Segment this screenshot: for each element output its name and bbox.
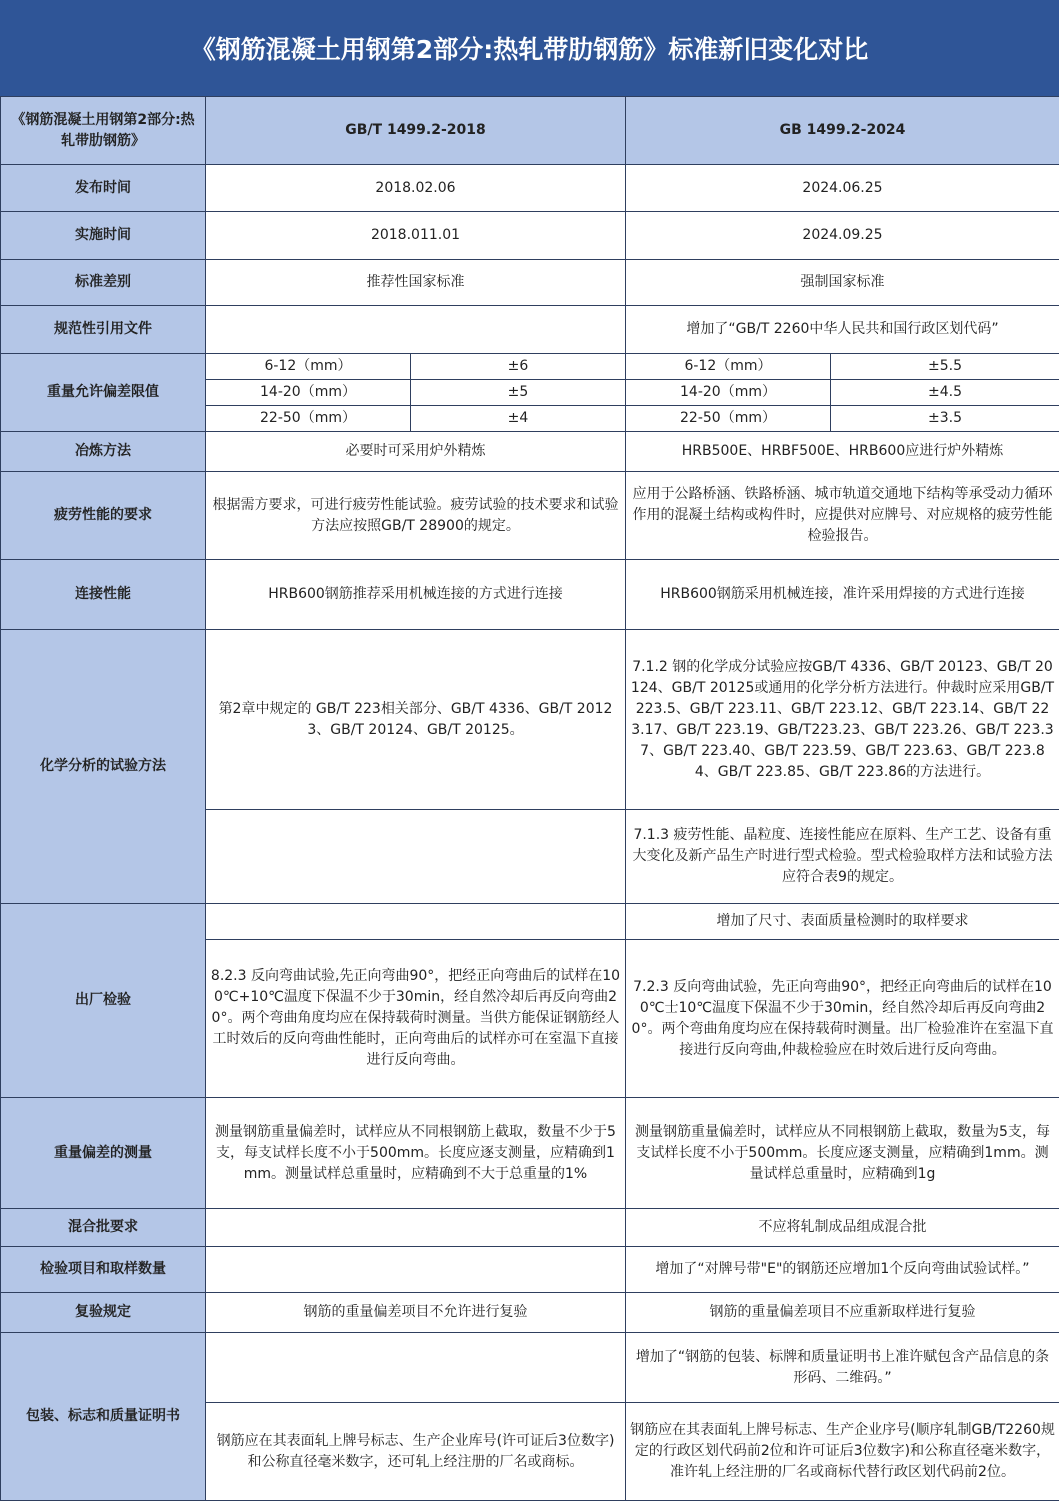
- weight-tol-old-value: ±5: [411, 380, 626, 406]
- refs-old: [206, 306, 626, 354]
- table-row: [1, 306, 1059, 354]
- weight-tol-old-size: 6-12（mm）: [206, 354, 411, 380]
- diff-new: 强制国家标准: [626, 260, 1059, 306]
- table-row: [1, 212, 1059, 260]
- connect-new: HRB600钢筋采用机械连接，准许采用焊接的方式进行连接: [626, 560, 1059, 630]
- header-new-standard: GB 1499.2-2024: [626, 97, 1059, 165]
- factory-new-1: 增加了尺寸、表面质量检测时的取样要求: [626, 904, 1059, 940]
- chem-new-712: 7.1.2 钢的化学成分试验应按GB/T 4336、GB/T 20123、GB/T 20124、GB/T 20125或通用的化学分析方法进行。仲裁时应采用GB/T 223.5、GB/T 223.11、GB/T 223.12、GB/T 223.14、GB/T 223.17、GB/T 223.19、GB/T223.23、GB/T 223.26、GB/T 223.37、GB/T 223.40、GB/T 223.59、GB/T 223.63、GB/T 223.84、GB/T 223.85、GB/T 223.86的方法进行。: [626, 630, 1059, 810]
- inspection-old: [206, 1247, 626, 1293]
- row-label-implement: 实施时间: [1, 212, 206, 260]
- weight-tol-new-size: 6-12（mm）: [626, 354, 831, 380]
- packaging-new-2: 钢筋应在其表面轧上牌号标志、生产企业序号(顺序轧制GB/T2260规定的行政区划代码前2位和许可证后3位数字)和公称直径毫米数字，准许轧上经注册的厂名或商标代替行政区划代码前2位。: [626, 1403, 1059, 1501]
- weight-tol-old-value: ±6: [411, 354, 626, 380]
- chem-new-713: 7.1.3 疲劳性能、晶粒度、连接性能应在原料、生产工艺、设备有重大变化及新产品生产时进行型式检验。型式检验取样方法和试验方法应符合表9的规定。: [626, 810, 1059, 904]
- publish-old: 2018.02.06: [206, 165, 626, 212]
- row-label-publish: 发布时间: [1, 165, 206, 212]
- weight-tol-old-value: ±4: [411, 406, 626, 432]
- table-row: [1, 1293, 1059, 1333]
- table-row: [1, 630, 1059, 810]
- table-row: [1, 1098, 1059, 1209]
- weight-tol-old-size: 22-50（mm）: [206, 406, 411, 432]
- inspection-new: 增加了“对牌号带"E"的钢筋还应增加1个反向弯曲试验试样。”: [626, 1247, 1059, 1293]
- row-label-weight-measure: 重量偏差的测量: [1, 1098, 206, 1209]
- chem-old-2: [206, 810, 626, 904]
- row-label-fatigue: 疲劳性能的要求: [1, 472, 206, 560]
- implement-old: 2018.011.01: [206, 212, 626, 260]
- publish-new: 2024.06.25: [626, 165, 1059, 212]
- factory-old-2: 8.2.3 反向弯曲试验,先正向弯曲90°，把经正向弯曲后的试样在100℃+10℃温度下保温不少于30min，经自然冷却后再反向弯曲20°。两个弯曲角度均应在保持载荷时测量。当供方能保证钢筋经人工时效后的反向弯曲性能时，正向弯曲后的试样亦可在室温下直接进行反向弯曲。: [206, 940, 626, 1098]
- row-label-refs: 规范性引用文件: [1, 306, 206, 354]
- chem-old: 第2章中规定的 GB/T 223相关部分、GB/T 4336、GB/T 20123、GB/T 20124、GB/T 20125。: [206, 630, 626, 810]
- row-label-smelt: 冶炼方法: [1, 432, 206, 472]
- weight-tol-new-value: ±4.5: [831, 380, 1059, 406]
- table-row: [1, 165, 1059, 212]
- row-label-retest: 复验规定: [1, 1293, 206, 1333]
- fatigue-new: 应用于公路桥涵、铁路桥涵、城市轨道交通地下结构等承受动力循环作用的混凝土结构或构件时，应提供对应牌号、对应规格的疲劳性能检验报告。: [626, 472, 1059, 560]
- weight-tol-new-size: 22-50（mm）: [626, 406, 831, 432]
- row-label-diff: 标准差别: [1, 260, 206, 306]
- weight-measure-new: 测量钢筋重量偏差时，试样应从不同根钢筋上截取，数量为5支，每支试样长度不小于500mm。长度应逐支测量，应精确到1mm。测量试样总重量时，应精确到1g: [626, 1098, 1059, 1209]
- row-label-packaging: 包装、标志和质量证明书: [1, 1333, 206, 1501]
- row-label-inspection: 检验项目和取样数量: [1, 1247, 206, 1293]
- header-label: 《钢筋混凝土用钢第2部分:热轧带肋钢筋》: [1, 97, 206, 165]
- weight-tol-new-value: ±3.5: [831, 406, 1059, 432]
- packaging-old-1: [206, 1333, 626, 1403]
- weight-tol-new-size: 14-20（mm）: [626, 380, 831, 406]
- fatigue-old: 根据需方要求，可进行疲劳性能试验。疲劳试验的技术要求和试验方法应按照GB/T 28900的规定。: [206, 472, 626, 560]
- mixed-new: 不应将轧制成品组成混合批: [626, 1209, 1059, 1247]
- factory-new-2: 7.2.3 反向弯曲试验，先正向弯曲90°，把经正向弯曲后的试样在100℃士10℃温度下保温不少于30min，经自然冷却后再反向弯曲20°。两个弯曲角度均应在保持载荷时测量。出厂检验准许在室温下直接进行反向弯曲,仲裁检验应在时效后进行反向弯曲。: [626, 940, 1059, 1098]
- table-row: [1, 904, 1059, 940]
- smelt-old: 必要时可采用炉外精炼: [206, 432, 626, 472]
- mixed-old: [206, 1209, 626, 1247]
- table-row: [1, 472, 1059, 560]
- page-title: 《钢筋混凝土用钢第2部分:热轧带肋钢筋》标准新旧变化对比: [0, 0, 1059, 96]
- retest-old: 钢筋的重量偏差项目不允许进行复验: [206, 1293, 626, 1333]
- table-row: [1, 432, 1059, 472]
- table-row: [1, 560, 1059, 630]
- connect-old: HRB600钢筋推荐采用机械连接的方式进行连接: [206, 560, 626, 630]
- weight-tol-new-value: ±5.5: [831, 354, 1059, 380]
- header-old-standard: GB/T 1499.2-2018: [206, 97, 626, 165]
- refs-new: 增加了“GB/T 2260中华人民共和国行政区划代码”: [626, 306, 1059, 354]
- table-row: [1, 1247, 1059, 1293]
- packaging-old-2: 钢筋应在其表面轧上牌号标志、生产企业库号(许可证后3位数字)和公称直径毫米数字，还可轧上经注册的厂名或商标。: [206, 1403, 626, 1501]
- row-label-connect: 连接性能: [1, 560, 206, 630]
- comparison-table: [0, 96, 1059, 1501]
- weight-tol-old-size: 14-20（mm）: [206, 380, 411, 406]
- row-label-chem: 化学分析的试验方法: [1, 630, 206, 904]
- table-header-row: [1, 97, 1059, 165]
- diff-old: 推荐性国家标准: [206, 260, 626, 306]
- factory-old-1: [206, 904, 626, 940]
- table-row: [1, 354, 1059, 380]
- weight-measure-old: 测量钢筋重量偏差时，试样应从不同根钢筋上截取，数量不少于5支，每支试样长度不小于500mm。长度应逐支测量，应精确到1mm。测量试样总重量时，应精确到不大于总重量的1%: [206, 1098, 626, 1209]
- smelt-new: HRB500E、HRBF500E、HRB600应进行炉外精炼: [626, 432, 1059, 472]
- row-label-weight-tol: 重量允许偏差限值: [1, 354, 206, 432]
- table-row: [1, 260, 1059, 306]
- table-row: [1, 1209, 1059, 1247]
- retest-new: 钢筋的重量偏差项目不应重新取样进行复验: [626, 1293, 1059, 1333]
- table-row: [1, 1333, 1059, 1403]
- row-label-factory: 出厂检验: [1, 904, 206, 1098]
- row-label-mixed: 混合批要求: [1, 1209, 206, 1247]
- implement-new: 2024.09.25: [626, 212, 1059, 260]
- packaging-new-1: 增加了“钢筋的包装、标牌和质量证明书上准许赋包含产品信息的条形码、二维码。”: [626, 1333, 1059, 1403]
